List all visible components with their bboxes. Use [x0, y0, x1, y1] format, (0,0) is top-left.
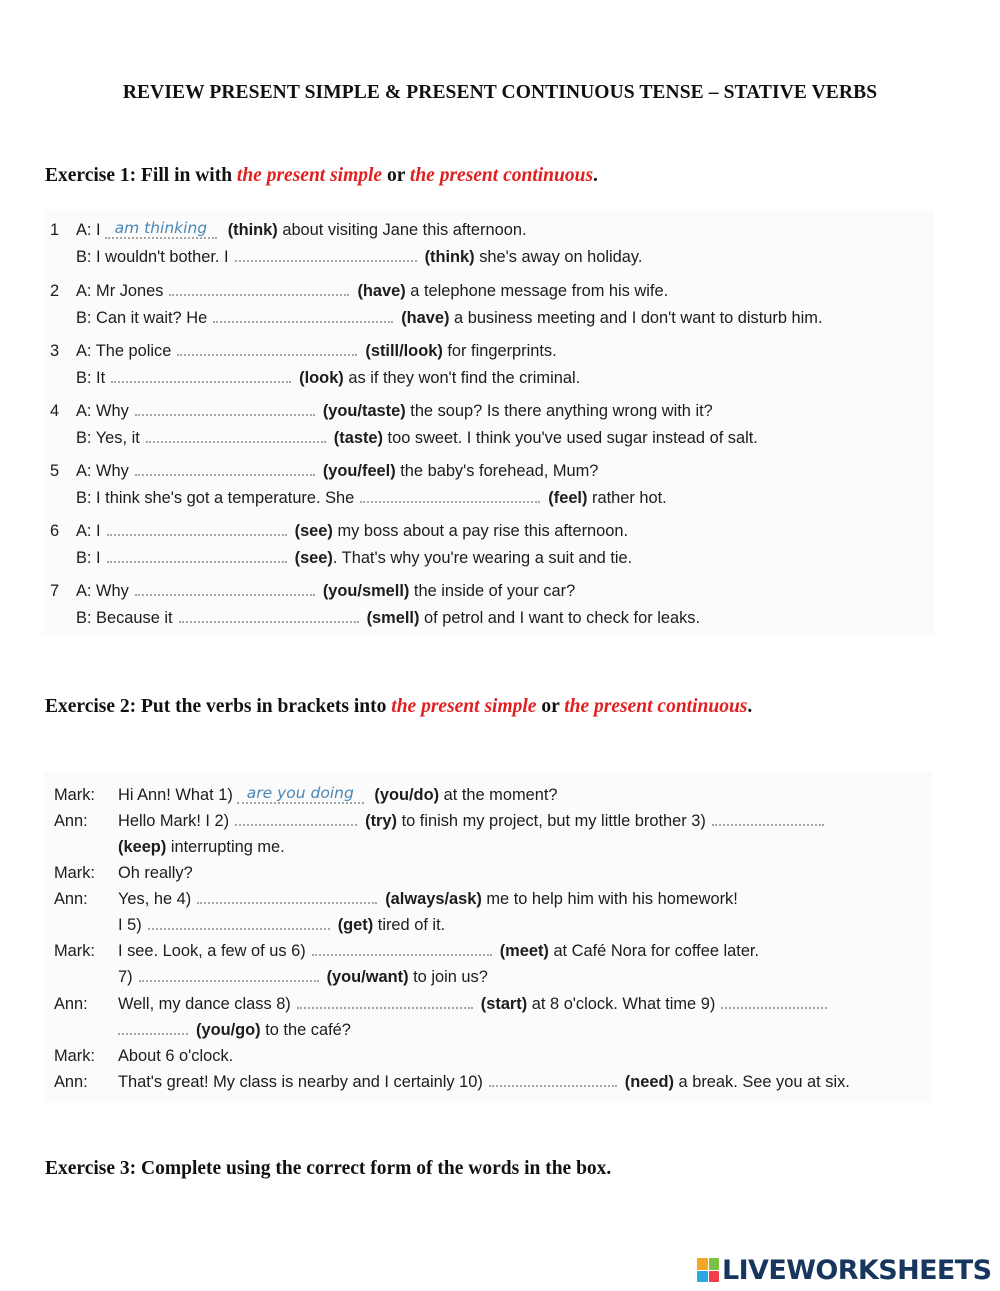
- verb-hint: (see): [294, 522, 333, 540]
- exercise3-heading: Exercise 3: Complete using the correct form of the words in the box.: [45, 1158, 612, 1179]
- item-7-line-b: [76, 609, 700, 628]
- item-lead: A: The police: [76, 342, 172, 360]
- item-lead: B: I wouldn't bother. I: [76, 248, 229, 266]
- dialogue-rest: to finish my project, but my little brother 3): [401, 812, 706, 830]
- logo-square: [709, 1258, 720, 1270]
- answer-field[interactable]: [107, 550, 287, 563]
- item-rest: too sweet. I think you've used sugar instead of salt.: [387, 429, 758, 447]
- item-lead: B: Yes, it: [76, 429, 140, 447]
- item-number: 3: [50, 342, 60, 360]
- item-number: 7: [50, 582, 60, 600]
- item-rest: the inside of your car?: [413, 582, 576, 600]
- answer-field[interactable]: [235, 813, 357, 826]
- item-rest: a business meeting and I don't want to disturb him.: [454, 309, 823, 327]
- answer-field[interactable]: [135, 403, 315, 416]
- answer-field[interactable]: [712, 813, 824, 826]
- item-lead: B: I: [76, 549, 101, 567]
- dialogue-line-9: [118, 995, 835, 1014]
- verb-hint: (look): [299, 369, 344, 387]
- answer-field[interactable]: [360, 490, 540, 503]
- answer-field[interactable]: [135, 583, 315, 596]
- item-6-line-a: [76, 522, 628, 541]
- verb-hint: (smell): [366, 609, 420, 627]
- item-number: 1: [50, 221, 60, 239]
- answer-field[interactable]: [111, 370, 291, 383]
- answer-field[interactable]: [177, 343, 357, 356]
- answer-field[interactable]: [139, 969, 319, 982]
- exercise1-heading-suffix: .: [593, 165, 598, 186]
- exercise1-option-simple: the present simple: [236, 165, 383, 186]
- item-number: 2: [50, 282, 60, 300]
- dialogue-rest: at the moment?: [443, 786, 558, 804]
- answer-field[interactable]: [489, 1074, 617, 1087]
- item-lead: A: Mr Jones: [76, 282, 164, 300]
- item-lead: A: I: [76, 221, 101, 239]
- answer-field[interactable]: [169, 283, 349, 296]
- item-rest: a telephone message from his wife.: [410, 282, 669, 300]
- dialogue-text: Hello Mark! I 2): [118, 812, 230, 830]
- item-lead: B: I think she's got a temperature. She: [76, 489, 355, 507]
- dialogue-line-11: [118, 1047, 233, 1066]
- item-lead: A: Why: [76, 402, 129, 420]
- verb-hint: (think): [227, 221, 278, 239]
- verb-hint: (start): [480, 995, 528, 1013]
- dialogue-rest: at Café Nora for coffee later.: [553, 942, 760, 960]
- dialogue-rest: to join us?: [413, 968, 488, 986]
- answer-field[interactable]: [235, 249, 417, 262]
- item-3-line-a: [76, 342, 557, 361]
- answer-field[interactable]: [297, 996, 473, 1009]
- item-lead: A: Why: [76, 582, 129, 600]
- item-rest: my boss about a pay rise this afternoon.: [337, 522, 629, 540]
- exercise1-heading: [45, 165, 598, 187]
- verb-hint: (you/do): [374, 786, 440, 804]
- dialogue-text: Hi Ann! What 1): [118, 786, 233, 804]
- answer-field[interactable]: [213, 310, 393, 323]
- item-2-line-b: [76, 309, 823, 328]
- answer-field[interactable]: [179, 610, 359, 623]
- exercise2-heading: [45, 696, 752, 718]
- verb-hint: (you/smell): [322, 582, 410, 600]
- exercise2-option-simple: the present simple: [391, 696, 537, 717]
- item-lead: B: Because it: [76, 609, 173, 627]
- item-3-line-b: [76, 369, 580, 388]
- speaker-mark: Mark:: [54, 864, 95, 882]
- dialogue-text: I 5): [118, 916, 142, 934]
- answer-field[interactable]: are you doing: [237, 784, 364, 804]
- speaker-ann: Ann:: [54, 812, 88, 830]
- dialogue-line-5: [118, 890, 738, 909]
- answer-field[interactable]: [197, 891, 377, 904]
- item-lead: B: It: [76, 369, 106, 387]
- verb-hint: (still/look): [365, 342, 443, 360]
- dialogue-line-10: [118, 1021, 351, 1040]
- verb-hint: (feel): [548, 489, 588, 507]
- verb-hint: (keep): [118, 838, 167, 856]
- exercise1-panel: [44, 210, 934, 635]
- dialogue-rest: to the café?: [265, 1021, 351, 1039]
- verb-hint: (try): [365, 812, 397, 830]
- exercise2-heading-suffix: .: [747, 696, 753, 717]
- item-6-line-b: [76, 549, 632, 568]
- speaker-mark: Mark:: [54, 1047, 95, 1065]
- exercise2-heading-mid: or: [536, 696, 565, 717]
- item-rest: as if they won't find the criminal.: [348, 369, 581, 387]
- exercise1-option-continuous: the present continuous: [409, 165, 594, 186]
- item-lead: B: Can it wait? He: [76, 309, 208, 327]
- dialogue-text: About 6 o'clock.: [118, 1047, 234, 1065]
- speaker-mark: Mark:: [54, 786, 95, 804]
- dialogue-text: Oh really?: [118, 864, 193, 882]
- liveworksheets-logo: [697, 1254, 992, 1286]
- dialogue-line-12: [118, 1073, 850, 1092]
- dialogue-text: 7): [118, 968, 133, 986]
- item-rest: of petrol and I want to check for leaks.: [423, 609, 701, 627]
- item-number: 4: [50, 402, 60, 420]
- dialogue-text: Yes, he 4): [118, 890, 192, 908]
- exercise1-heading-mid: or: [382, 165, 410, 186]
- verb-hint: (see): [294, 549, 333, 567]
- verb-hint: (always/ask): [385, 890, 482, 908]
- speaker-ann: Ann:: [54, 890, 88, 908]
- verb-hint: (you/feel): [322, 462, 396, 480]
- item-rest: . That's why you're wearing a suit and tie.: [332, 549, 633, 567]
- dialogue-line-4: [118, 864, 193, 883]
- dialogue-line-7: [118, 942, 759, 961]
- verb-hint: (taste): [333, 429, 383, 447]
- item-number: 6: [50, 522, 60, 540]
- answer-field[interactable]: [721, 996, 827, 1009]
- exercise2-option-continuous: the present continuous: [564, 696, 748, 717]
- verb-hint: (you/taste): [322, 402, 406, 420]
- speaker-mark: Mark:: [54, 942, 95, 960]
- dialogue-rest: me to help him with his homework!: [486, 890, 738, 908]
- item-5-line-b: [76, 489, 667, 508]
- logo-square: [697, 1271, 708, 1283]
- item-lead: A: Why: [76, 462, 129, 480]
- dialogue-rest: interrupting me.: [170, 838, 285, 856]
- item-rest: the soup? Is there anything wrong with it?: [410, 402, 713, 420]
- exercise1-heading-prefix: Exercise 1: Fill in with: [45, 165, 237, 186]
- dialogue-line-2: [118, 812, 832, 831]
- item-7-line-a: [76, 582, 575, 601]
- dialogue-text: Well, my dance class 8): [118, 995, 291, 1013]
- dialogue-line-1: [118, 786, 558, 806]
- logo-square: [709, 1271, 720, 1283]
- dialogue-rest: tired of it.: [377, 916, 446, 934]
- item-rest: rather hot.: [592, 489, 667, 507]
- answer-field[interactable]: [107, 523, 287, 536]
- verb-hint: (you/want): [326, 968, 409, 986]
- answer-field[interactable]: [148, 917, 330, 930]
- liveworksheets-logo-icon: [697, 1258, 719, 1282]
- speaker-ann: Ann:: [54, 1073, 88, 1091]
- dialogue-line-3: [118, 838, 285, 857]
- item-rest: she's away on holiday.: [479, 248, 643, 266]
- dialogue-rest: a break. See you at six.: [678, 1073, 850, 1091]
- item-4-line-a: [76, 402, 713, 421]
- item-2-line-a: [76, 282, 668, 301]
- answer-field[interactable]: am thinking: [105, 219, 218, 239]
- logo-square: [697, 1258, 708, 1270]
- exercise2-heading-prefix: Exercise 2: Put the verbs in brackets into: [45, 696, 392, 717]
- verb-hint: (get): [337, 916, 374, 934]
- item-number: 5: [50, 462, 60, 480]
- dialogue-line-6: [118, 916, 445, 935]
- liveworksheets-logo-text: LIVEWORKSHEETS: [722, 1254, 992, 1286]
- verb-hint: (meet): [499, 942, 549, 960]
- page-title: REVIEW PRESENT SIMPLE & PRESENT CONTINUOUS TENSE – STATIVE VERBS: [122, 82, 878, 103]
- item-rest: the baby's forehead, Mum?: [400, 462, 599, 480]
- item-1-line-b: [76, 248, 642, 267]
- item-rest: about visiting Jane this afternoon.: [282, 221, 527, 239]
- verb-hint: (think): [424, 248, 475, 266]
- dialogue-line-8: [118, 968, 488, 987]
- answer-field[interactable]: [312, 943, 492, 956]
- answer-field[interactable]: [146, 430, 326, 443]
- item-1-line-a: [76, 221, 527, 241]
- dialogue-text: I see. Look, a few of us 6): [118, 942, 306, 960]
- dialogue-rest: at 8 o'clock. What time 9): [531, 995, 716, 1013]
- item-lead: A: I: [76, 522, 101, 540]
- verb-hint: (you/go): [196, 1021, 261, 1039]
- speaker-ann: Ann:: [54, 995, 88, 1013]
- item-5-line-a: [76, 462, 598, 481]
- verb-hint: (have): [357, 282, 406, 300]
- item-rest: for fingerprints.: [447, 342, 557, 360]
- verb-hint: (have): [401, 309, 450, 327]
- answer-field[interactable]: [135, 463, 315, 476]
- verb-hint: (need): [624, 1073, 674, 1091]
- dialogue-text: That's great! My class is nearby and I certainly 10): [118, 1073, 483, 1091]
- answer-field[interactable]: [118, 1022, 188, 1035]
- item-4-line-b: [76, 429, 758, 448]
